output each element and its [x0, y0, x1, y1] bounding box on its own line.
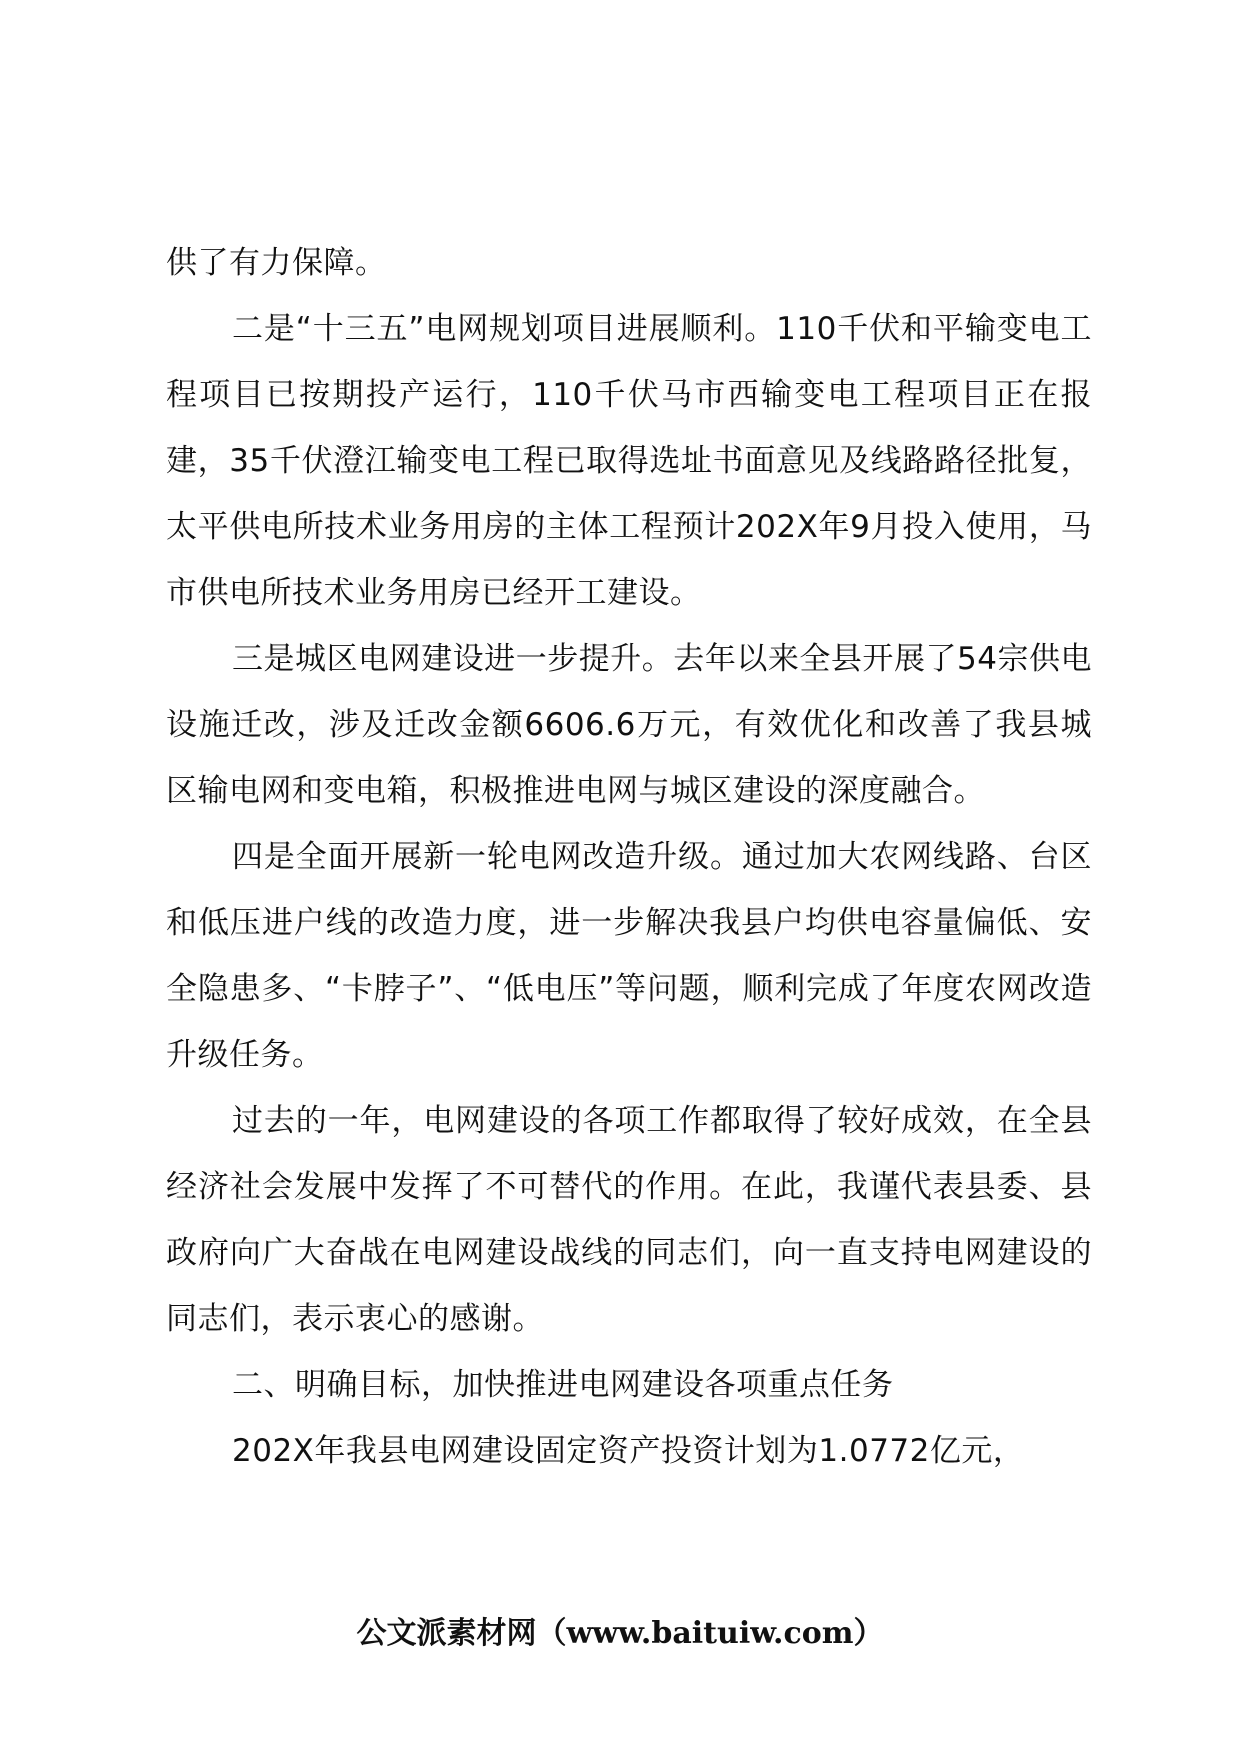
- paragraph-continuation: 供了有力保障。: [166, 245, 387, 281]
- paragraph-point-three: 三是城区电网建设进一步提升。去年以来全县开展了54宗供电设施迁改，涉及迁改金额6606.6万元，有效优化和改善了我县城区输电网和变电箱，积极推进电网与城区建设的深度融合。: [166, 641, 1092, 809]
- paragraph-point-two: 二是“十三五”电网规划项目进展顺利。110千伏和平输变电工程项目已按期投产运行，110千伏马市西输变电工程项目正在报建，35千伏澄江输变电工程已取得选址书面意见及线路路径批复，太平供电所技术业务用房的主体工程预计202X年9月投入使用，马市供电所技术业务用房已经开工建设。: [166, 311, 1092, 611]
- section-heading: 二、明确目标，加快推进电网建设各项重点任务: [232, 1367, 894, 1403]
- footer-watermark: 公文派素材网（www.baituiw.com）: [356, 1616, 884, 1651]
- paragraph-point-four: 四是全面开展新一轮电网改造升级。通过加大农网线路、台区和低压进户线的改造力度，进一步解决我县户均供电容量偏低、安全隐患多、“卡脖子”、“低电压”等问题，顺利完成了年度农网改造升级任务。: [166, 839, 1092, 1073]
- paragraph-thanks: 过去的一年，电网建设的各项工作都取得了较好成效，在全县经济社会发展中发挥了不可替代的作用。在此，我谨代表县委、县政府向广大奋战在电网建设战线的同志们，向一直支持电网建设的同志们，表示衷心的感谢。: [166, 1103, 1092, 1337]
- document-body: [166, 230, 1092, 1484]
- paragraph-investment-plan: 202X年我县电网建设固定资产投资计划为1.0772亿元，: [232, 1433, 1025, 1469]
